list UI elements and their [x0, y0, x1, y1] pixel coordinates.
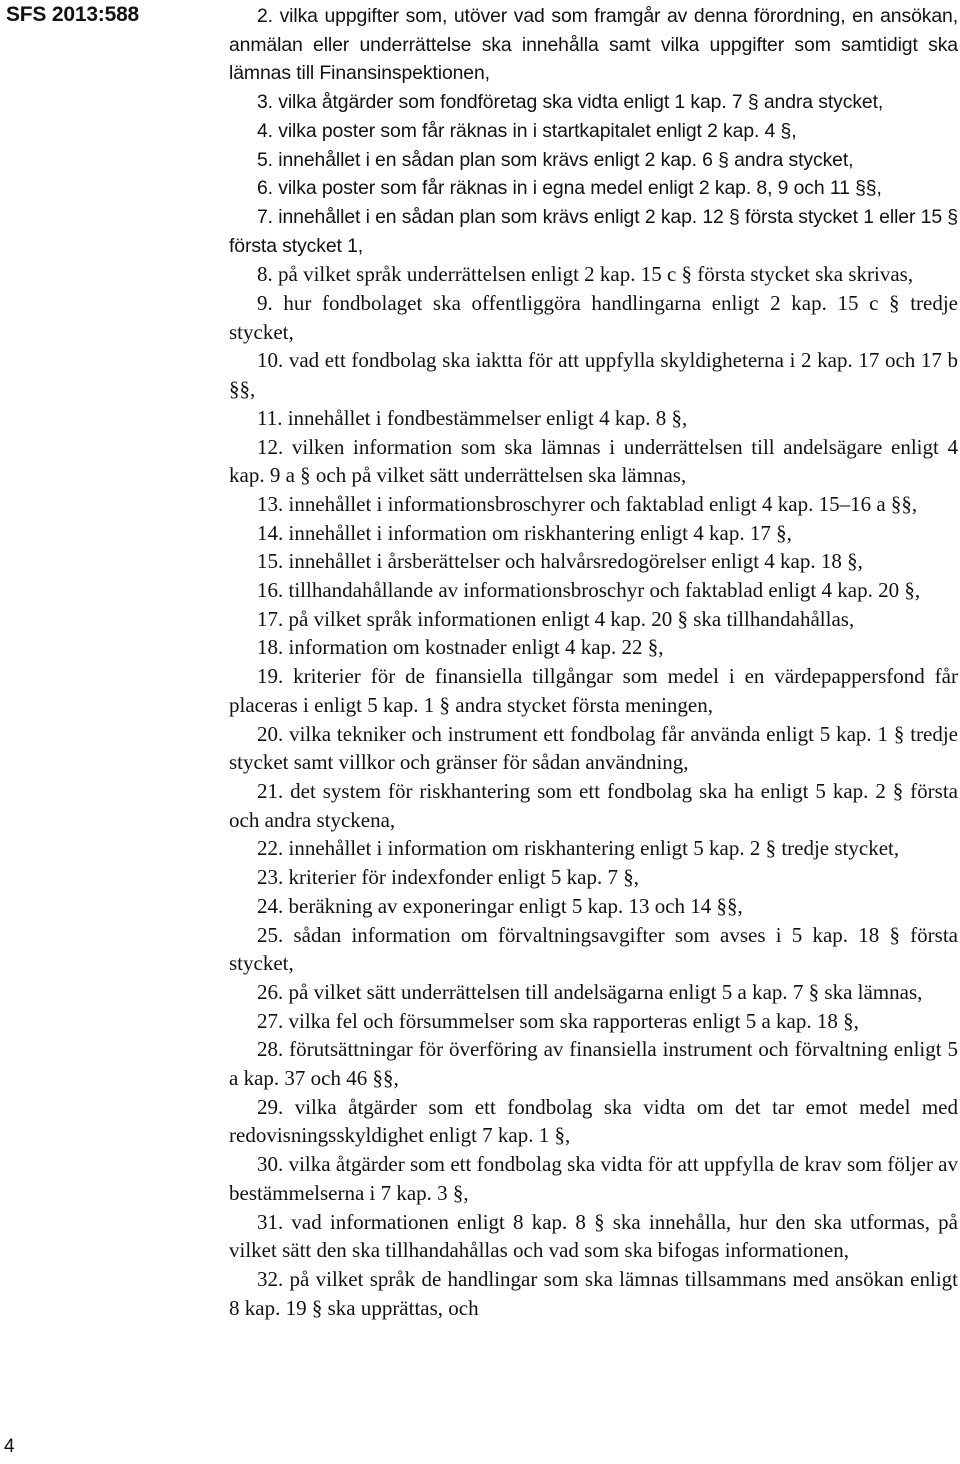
page-number: 4 — [4, 1436, 15, 1457]
list-item: 4. vilka poster som får räknas in i startkapitalet enligt 2 kap. 4 §, — [257, 119, 797, 142]
list-item: 5. innehållet i en sådan plan som krävs enligt 2 kap. 6 § andra stycket, — [257, 148, 854, 171]
list-item: 15. innehållet i årsberättelser och halvårsredogörelser enligt 4 kap. 18 §, — [257, 549, 863, 574]
list-item: 10. vad ett fondbolag ska iaktta för att uppfylla skyldigheterna i 2 kap. 17 och 17 b §§, — [229, 348, 958, 402]
list-item: 18. information om kostnader enligt 4 kap. 22 §, — [257, 635, 664, 660]
list-item: 14. innehållet i information om riskhantering enligt 4 kap. 17 §, — [257, 520, 792, 545]
list-item: 26. på vilket sätt underrättelsen till andelsägarna enligt 5 a kap. 7 § ska lämnas, — [257, 979, 923, 1004]
list-item: 6. vilka poster som får räknas in i egna medel enligt 2 kap. 8, 9 och 11 §§, — [257, 177, 882, 200]
list-item: 30. vilka åtgärder som ett fondbolag ska vidta för att uppfylla de krav som följer av bestämmelserna i 7 kap. 3 §, — [229, 1152, 958, 1205]
list-item: 12. vilken information som ska lämnas i underrättelsen till andelsägare enligt 4 kap. 9 a § och på vilket sätt underrättelsen ska lämnas, — [229, 434, 958, 488]
list-item: 16. tillhandahållande av informationsbroschyr och faktablad enligt 4 kap. 20 §, — [257, 578, 921, 603]
list-item: 25. sådan information om förvaltningsavgifter som avses i 5 kap. 18 § första stycket, — [229, 922, 958, 976]
list-item: 27. vilka fel och försummelser som ska rapporteras enligt 5 a kap. 18 §, — [257, 1008, 859, 1033]
list-item: 17. på vilket språk informationen enligt 4 kap. 20 § ska tillhandahållas, — [257, 606, 855, 631]
list-item: 2. vilka uppgifter som, utöver vad som framgår av denna förordning, en ansökan, anmälan eller underrättelse ska innehålla samt vilka uppgifter som samtidigt ska lämnas till Finansinspektionen, — [229, 5, 958, 85]
list-item: 19. kriterier för de finansiella tillgångar som medel i en värdepappersfond får placeras i enligt 5 kap. 1 § andra stycket första meningen, — [229, 664, 958, 717]
document-reference: SFS 2013:588 — [6, 3, 140, 26]
list-item: 13. innehållet i informationsbroschyrer och faktablad enligt 4 kap. 15–16 a §§, — [257, 491, 918, 516]
list-item: 11. innehållet i fondbestämmelser enligt 4 kap. 8 §, — [257, 405, 688, 430]
provision-list — [229, 2, 958, 1322]
list-item: 8. på vilket språk underrättelsen enligt 2 kap. 15 c § första stycket ska skrivas, — [257, 262, 914, 287]
list-item: 23. kriterier för indexfonder enligt 5 kap. 7 §, — [257, 865, 639, 890]
list-item: 20. vilka tekniker och instrument ett fondbolag får använda enligt 5 kap. 1 § tredje stycket samt villkor och gränser för sådan användning, — [229, 721, 958, 775]
list-item: 9. hur fondbolaget ska offentliggöra handlingarna enligt 2 kap. 15 c § tredje stycket, — [229, 291, 958, 344]
list-item: 7. innehållet i en sådan plan som krävs enligt 2 kap. 12 § första stycket 1 eller 15 § första stycket 1, — [229, 205, 958, 257]
list-item: 29. vilka åtgärder som ett fondbolag ska vidta om det tar emot medel med redovisningsskyldighet enligt 7 kap. 1 §, — [229, 1094, 958, 1148]
list-item: 32. på vilket språk de handlingar som ska lämnas tillsammans med ansökan enligt 8 kap. 19 § ska upprättas, och — [229, 1266, 958, 1320]
list-item: 31. vad informationen enligt 8 kap. 8 § ska innehålla, hur den ska utformas, på vilket sätt den ska tillhandahållas och vad som ska bifogas informationen, — [229, 1209, 958, 1263]
list-item: 28. förutsättningar för överföring av finansiella instrument och förvaltning enligt 5 a kap. 37 och 46 §§, — [229, 1037, 958, 1091]
list-item: 3. vilka åtgärder som fondföretag ska vidta enligt 1 kap. 7 § andra stycket, — [257, 91, 884, 114]
list-item: 22. innehållet i information om riskhantering enligt 5 kap. 2 § tredje stycket, — [257, 836, 900, 861]
list-item: 21. det system för riskhantering som ett fondbolag ska ha enligt 5 kap. 2 § första och andra styckena, — [229, 778, 958, 832]
list-item: 24. beräkning av exponeringar enligt 5 kap. 13 och 14 §§, — [257, 893, 743, 918]
